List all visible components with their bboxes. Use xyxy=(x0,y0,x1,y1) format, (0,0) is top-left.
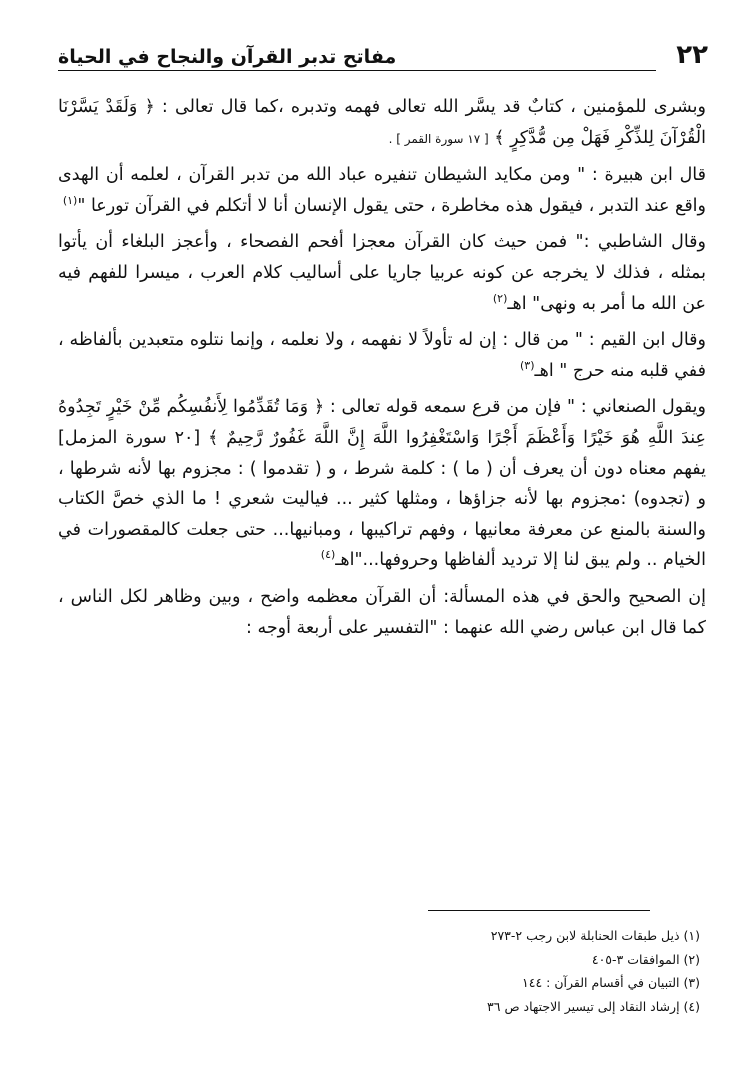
footnote-3: (٣) التبيان في أقسام القرآن : ١٤٤ xyxy=(522,975,700,990)
footnote-4: (٤) إرشاد النقاد إلى تيسير الاجتهاد ص ٣٦ xyxy=(487,998,700,1014)
paragraph-5-intro: ويقول الصنعاني : " فإن من قرع سمعه قوله تعالى : xyxy=(329,397,706,418)
paragraph-3 xyxy=(58,227,706,319)
footnote-marker-2: (٢) xyxy=(492,291,508,305)
footnote-1: (١) ذيل طبقات الحنابلة لابن رجب ٢-٢٧٣ xyxy=(490,928,700,943)
header-rule xyxy=(58,70,656,71)
quran-verse-2: ﴿ وَمَا تُقَدِّمُوا لِأَنفُسِكُم مِّنْ خَيْرٍ تَجِدُوهُ عِندَ اللَّهِ هُوَ خَيْرًا وَأَعْظَمَ أَجْرًا وَاسْتَغْفِرُوا اللَّهَ إِنَّ اللَّهَ غَفُورٌ رَّحِيمٌ ﴾ xyxy=(58,397,706,448)
paragraph-2-text: قال ابن هبيرة : " ومن مكايد الشيطان تنفيره عباد الله من تدبر القرآن ، لعلمه أن الهدى واقع عند التدبر ، فيقول هذه مخاطرة ، حتى يقول الإنسان أنا لا أتكلم في القرآن تورعا " xyxy=(58,165,706,216)
paragraph-6 xyxy=(58,582,706,643)
paragraph-5 xyxy=(58,392,706,576)
page-number: ٢٢ xyxy=(676,40,708,70)
quran-verse-1: ﴿ وَلَقَدْ يَسَّرْنَا الْقُرْآنَ لِلذِّكْرِ فَهَلْ مِن مُّدَّكِرٍ ﴾ xyxy=(58,97,706,148)
paragraph-2 xyxy=(58,160,706,221)
footnote-rule xyxy=(428,910,650,911)
footnote-marker-1: (١) xyxy=(62,193,78,207)
footnotes xyxy=(58,924,700,1018)
footnote-marker-4: (٤) xyxy=(320,548,336,562)
paragraph-6-text: إن الصحيح والحق في هذه المسألة: أن القرآن معظمه واضح ، وبين وظاهر لكل الناس ، كما قال ابن عباس رضي الله عنهما : "التفسير على أربعة أوجه : xyxy=(58,586,706,638)
paragraph-4-text: وقال ابن القيم : " من قال : إن له تأولاً لا نفهمه ، ولا نعلمه ، وإنما نتلوه متعبدين بألفاظه ، ففي قلبه منه حرج " اهـ xyxy=(58,330,706,381)
page-header xyxy=(58,40,708,74)
verse-reference-1: [ ١٧ سورة القمر ] . xyxy=(388,131,489,146)
body-text xyxy=(58,92,706,649)
running-title: مفاتح تدبر القرآن والنجاح في الحياة xyxy=(58,46,397,68)
footnote-marker-3: (٣) xyxy=(519,358,535,372)
paragraph-4 xyxy=(58,325,706,386)
paragraph-3-text: وقال الشاطبي :" فمن حيث كان القرآن معجزا أفحم الفصحاء ، وأعجز البلغاء أن يأتوا بمثله ، فذلك لا يخرجه عن كونه عربيا جاريا على أساليب كلام العرب ، ميسرا للفهم فيه عن الله ما أمر به ونهى" اهـ xyxy=(58,232,706,314)
footnote-2: (٢) الموافقات ٣-٤٠٥ xyxy=(591,951,700,967)
paragraph-5-text: [٢٠ سورة المزمل] يفهم معناه دون أن يعرف أن ( ما ) : كلمة شرط ، و ( تقدموا ) : مجزوم بها لأنه شرطها ، و (تجدوه) :مجزوم بها لأنه جزاؤها ، ومثلها كثير ... فياليت شعري ! ما الذي خصَّ الكتاب والسنة بالمنع عن معرفة معانيها ، وفهم تراكيبها ، ومبانيها... حتى جعلت كالمقصورات في الخيام .. ولم يبق لنا إلا ترديد ألفاظها وحروفها..."اهـ xyxy=(58,427,706,571)
paragraph-1-text: وبشرى للمؤمنين ، كتابٌ قد يسَّر الله تعالى فهمه وتدبره ،كما قال تعالى : xyxy=(161,97,706,117)
paragraph-1 xyxy=(58,92,706,154)
